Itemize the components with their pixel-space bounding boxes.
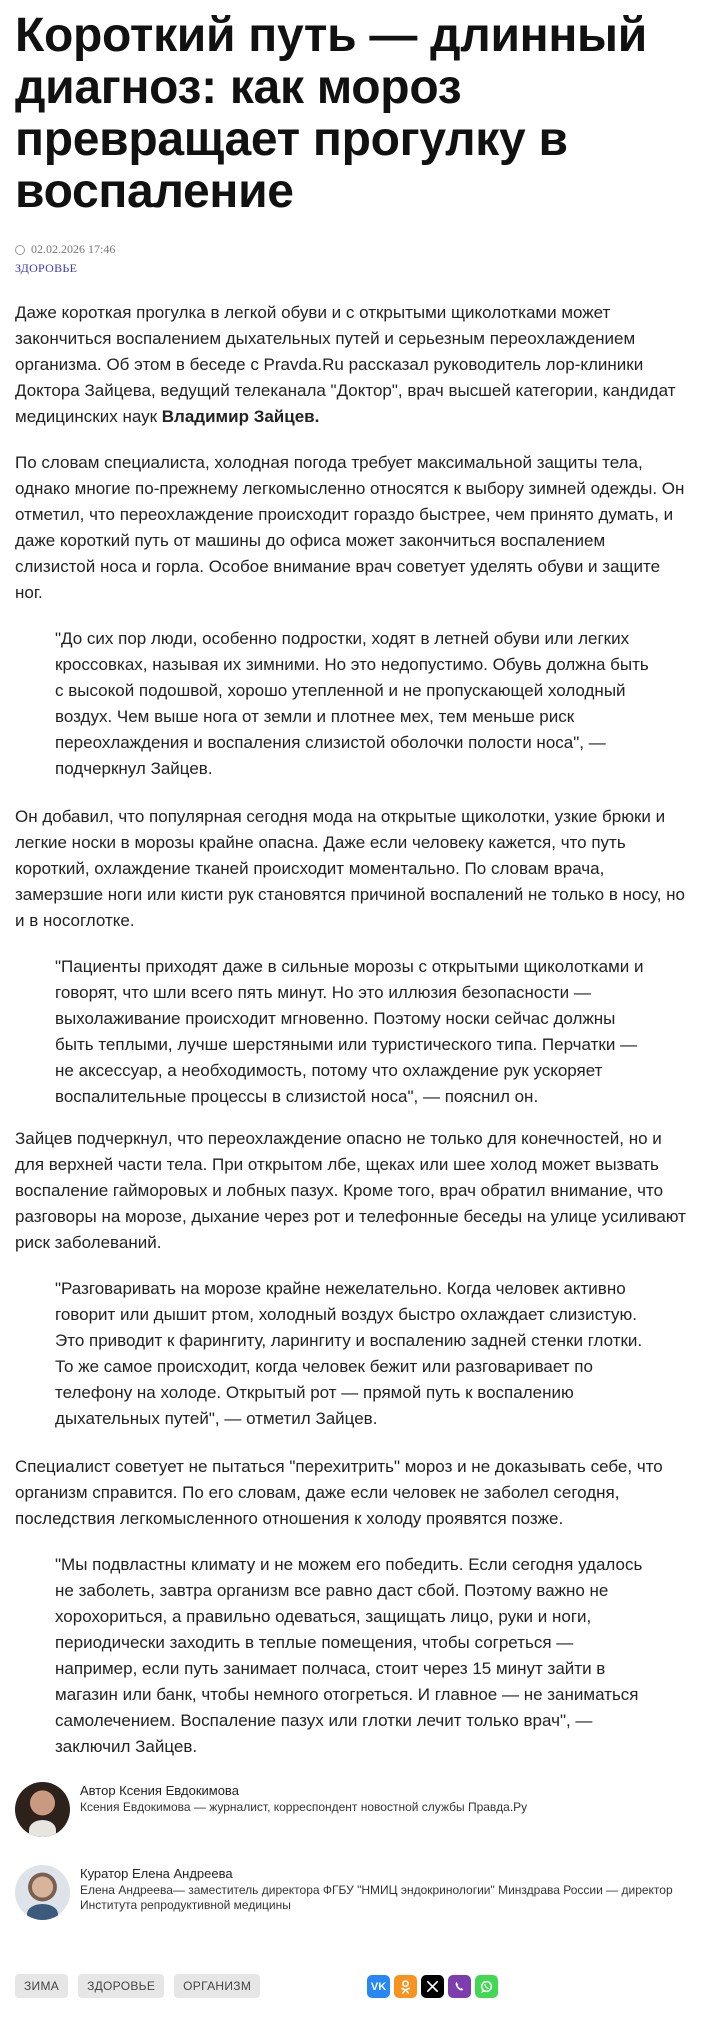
whatsapp-icon <box>479 1979 494 1994</box>
paragraph-text: Даже короткая прогулка в легкой обуви и с открытыми щиколотками может закончиться воспалением дыхательных путей и серьезным переохлаждением организма. Об этом в беседе с Pravda.Ru рассказал руководитель лор-клиники Доктора Зайцева, ведущий телеканала "Доктор", врач высшей категории, кандидат медицинских наук <box>15 303 676 426</box>
curator-description: Елена Андреева— заместитель директора ФГБУ "НМИЦ эндокринологии" Минздрава России — директор Института репродуктивной медицины <box>80 1883 673 1912</box>
share-vk-button[interactable]: VK <box>367 1975 390 1998</box>
tag-winter[interactable]: ЗИМА <box>15 1974 68 1998</box>
quote: "До сих пор люди, особенно подростки, ходят в летней обуви или легких кроссовках, называя их зимними. Но это недопустимо. Обувь должна быть с высокой подошвой, хорошо утепленной и не пропускающей холодный воздух. Чем выше нога от земли и плотнее мех, тем меньше риск переохлаждения и воспаления слизистой оболочки полости носа", — подчеркнул Зайцев. <box>55 629 649 778</box>
article-category-link[interactable]: ЗДОРОВЬЕ <box>15 261 78 275</box>
viber-icon <box>452 1979 467 1994</box>
paragraph: Он добавил, что популярная сегодня мода на открытые щиколотки, узкие брюки и легкие носки в морозы крайне опасна. Даже если человеку кажется, что путь короткий, охлаждение тканей происходит моментально. По словам врача, замерзшие ноги или кисти рук становятся причиной воспалений не только в носу, но и в носоглотке. <box>15 807 685 930</box>
curator-avatar[interactable] <box>15 1865 70 1920</box>
share-whatsapp-button[interactable] <box>475 1975 498 1998</box>
expert-name: Владимир Зайцев. <box>161 407 320 426</box>
author-title[interactable]: Автор Ксения Евдокимова <box>80 1783 239 1798</box>
tag-health[interactable]: ЗДОРОВЬЕ <box>78 1974 164 1998</box>
paragraph: Зайцев подчеркнул, что переохлаждение опасно не только для конечностей, но и для верхней части тела. При открытом лбе, щеках или шее холод может вызвать воспаление гайморовых и лобных пазух. Кроме того, врач обратил внимание, что разговоры на морозе, дыхание через рот и телефонные беседы на улице усиливают риск заболеваний. <box>15 1129 686 1252</box>
tag-organism[interactable]: ОРГАНИЗМ <box>174 1974 260 1998</box>
author-avatar[interactable] <box>15 1782 70 1837</box>
share-viber-button[interactable] <box>448 1975 471 1998</box>
x-icon <box>425 1979 440 1994</box>
paragraph: По словам специалиста, холодная погода требует максимальной защиты тела, однако многие по-прежнему легкомысленно относятся к выбору зимней одежды. Он отметил, что переохлаждение происходит гораздо быстрее, чем принято думать, и даже короткий путь от машины до офиса может закончиться воспалением слизистой носа и горла. Особое внимание врач советует уделять обуви и защите ног. <box>15 453 685 602</box>
article <box>15 0 687 1920</box>
quote: "Мы подвластны климату и не можем его победить. Если сегодня удалось не заболеть, завтра организм все равно даст сбой. Поэтому важно не хорохориться, а правильно одеваться, защищать лицо, руки и ноги, периодически заходить в теплые помещения, чтобы согреться — например, если путь занимает полчаса, стоит через 15 минут зайти в магазин или банк, чтобы немного отогреться. И главное — не заниматься самолечением. Воспаление пазух или глотки лечит только врач", — заключил Зайцев. <box>55 1555 643 1756</box>
paragraph <box>15 300 687 430</box>
clock-icon <box>15 245 25 255</box>
odnoklassniki-icon <box>398 1979 413 1994</box>
share-x-button[interactable] <box>421 1975 444 1998</box>
curator-title[interactable]: Куратор Елена Андреева <box>80 1866 233 1881</box>
article-meta <box>15 242 687 257</box>
quote: "Пациенты приходят даже в сильные морозы с открытыми щиколотками и говорят, что шли всего пять минут. Но это иллюзия безопасности — выхолаживание происходит мгновенно. Поэтому носки сейчас должны быть теплыми, лучше шерстяными или туристического типа. Перчатки — не аксессуар, а необходимость, потому что охлаждение рук ускоряет воспалительные процессы в слизистой носа", — пояснил он. <box>55 957 644 1106</box>
article-date: 02.02.2026 17:46 <box>31 242 116 256</box>
quote: "Разговаривать на морозе крайне нежелательно. Когда человек активно говорит или дышит ртом, холодный воздух быстро охлаждает слизистую. Это приводит к фарингиту, ларингиту и воспалению задней стенки глотки. То же самое происходит, когда человек бежит или разговаривает по телефону на холоде. Открытый рот — прямой путь к воспалению дыхательных путей", — отметил Зайцев. <box>55 1279 643 1428</box>
curator-block <box>15 1865 687 1920</box>
author-block <box>15 1782 687 1837</box>
share-buttons <box>367 1975 498 1998</box>
share-ok-button[interactable] <box>394 1975 417 1998</box>
tag-list <box>15 1974 260 1998</box>
author-description: Ксения Евдокимова — журналист, корреспондент новостной службы Правда.Ру <box>80 1800 528 1814</box>
article-title: Короткий путь — длинный диагноз: как мороз превращает прогулку в воспаление <box>15 9 647 218</box>
article-body <box>15 300 687 1760</box>
paragraph: Специалист советует не пытаться "перехитрить" мороз и не доказывать себе, что организм справится. По его словам, даже если человек не заболел сегодня, последствия легкомысленного отношения к холоду проявятся позже. <box>15 1457 663 1528</box>
